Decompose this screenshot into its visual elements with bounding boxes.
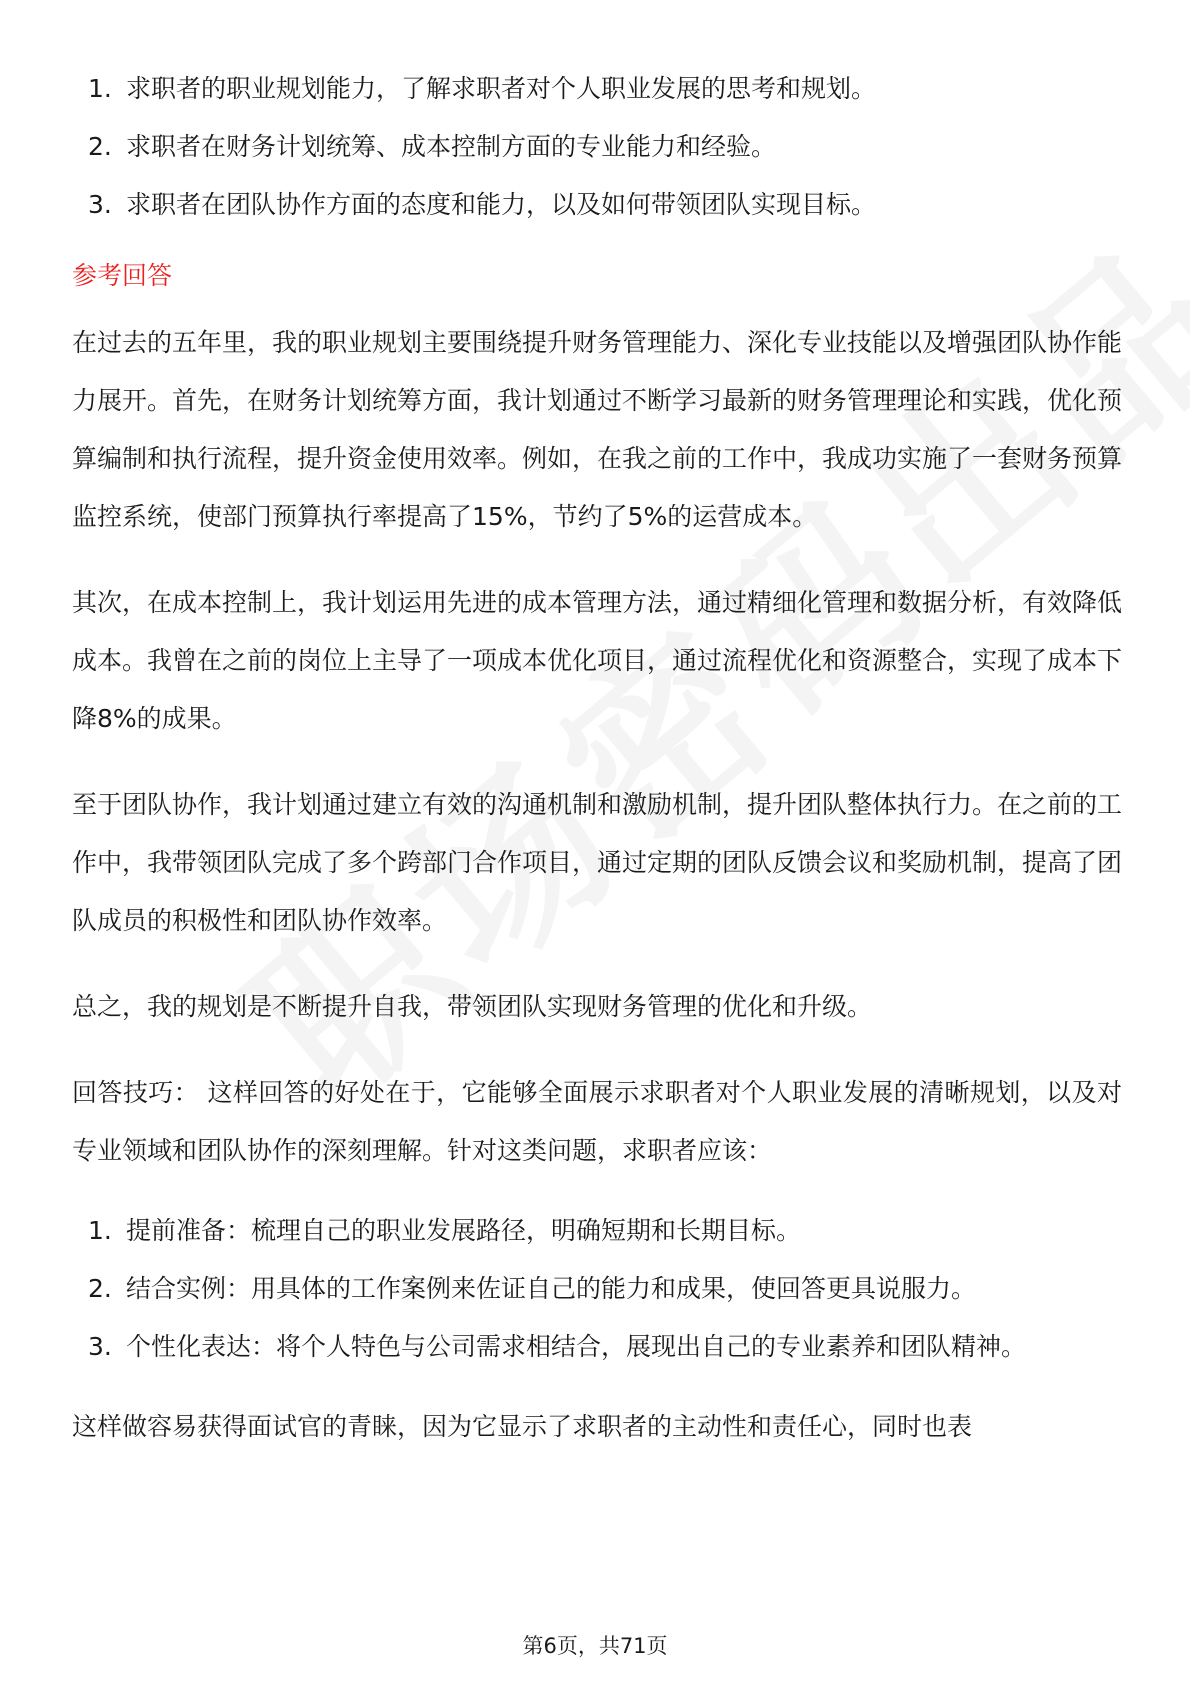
list-item-number: 2. <box>88 132 112 161</box>
tips-list <box>72 1202 1122 1376</box>
list-item-text: 个性化表达：将个人特色与公司需求相结合，展现出自己的专业素养和团队精神。 <box>126 1332 1027 1361</box>
list-item-number: 3. <box>88 1332 112 1361</box>
page-content <box>72 60 1122 1484</box>
evaluation-points-list <box>72 60 1122 234</box>
list-item-text: 求职者在财务计划统筹、成本控制方面的专业能力和经验。 <box>126 132 777 161</box>
list-item <box>72 1202 1122 1260</box>
list-item-text: 提前准备：梳理自己的职业发展路径，明确短期和长期目标。 <box>126 1216 802 1245</box>
list-item <box>72 118 1122 176</box>
section-title-reference-answer: 参考回答 <box>72 261 173 290</box>
list-item <box>72 176 1122 234</box>
list-item-text: 求职者在团队协作方面的态度和能力，以及如何带领团队实现目标。 <box>126 190 877 219</box>
list-item-number: 1. <box>88 1216 112 1245</box>
list-item-text: 求职者的职业规划能力，了解求职者对个人职业发展的思考和规划。 <box>126 74 877 103</box>
list-item-number: 1. <box>88 74 112 103</box>
page-number-footer: 第6页，共71页 <box>522 1634 668 1658</box>
list-item-text: 结合实例：用具体的工作案例来佐证自己的能力和成果，使回答更具说服力。 <box>126 1274 977 1303</box>
list-item <box>72 60 1122 118</box>
list-item-number: 2. <box>88 1274 112 1303</box>
answer-paragraph-1: 在过去的五年里，我的职业规划主要围绕提升财务管理能力、深化专业技能以及增强团队协作能力展开。首先，在财务计划统筹方面，我计划通过不断学习最新的财务管理理论和实践，优化预算编制和执行流程，提升资金使用效率。例如，在我之前的工作中，我成功实施了一套财务预算监控系统，使部门预算执行率提高了15%，节约了5%的运营成本。 <box>72 328 1123 531</box>
list-item-number: 3. <box>88 190 112 219</box>
closing-paragraph: 这样做容易获得面试官的青睐，因为它显示了求职者的主动性和责任心，同时也表 <box>72 1412 973 1441</box>
answer-paragraph-2: 其次，在成本控制上，我计划运用先进的成本管理方法，通过精细化管理和数据分析，有效降低成本。我曾在之前的岗位上主导了一项成本优化项目，通过流程优化和资源整合，实现了成本下降8%的成果。 <box>72 588 1123 733</box>
list-item <box>72 1260 1122 1318</box>
answer-paragraph-4: 总之，我的规划是不断提升自我，带领团队实现财务管理的优化和升级。 <box>72 992 873 1021</box>
list-item <box>72 1318 1122 1376</box>
answer-tips-intro: 回答技巧： 这样回答的好处在于，它能够全面展示求职者对个人职业发展的清晰规划，以及对专业领域和团队协作的深刻理解。针对这类问题，求职者应该： <box>72 1078 1122 1165</box>
answer-paragraph-3: 至于团队协作，我计划通过建立有效的沟通机制和激励机制，提升团队整体执行力。在之前的工作中，我带领团队完成了多个跨部门合作项目，通过定期的团队反馈会议和奖励机制，提高了团队成员的积极性和团队协作效率。 <box>72 790 1123 935</box>
